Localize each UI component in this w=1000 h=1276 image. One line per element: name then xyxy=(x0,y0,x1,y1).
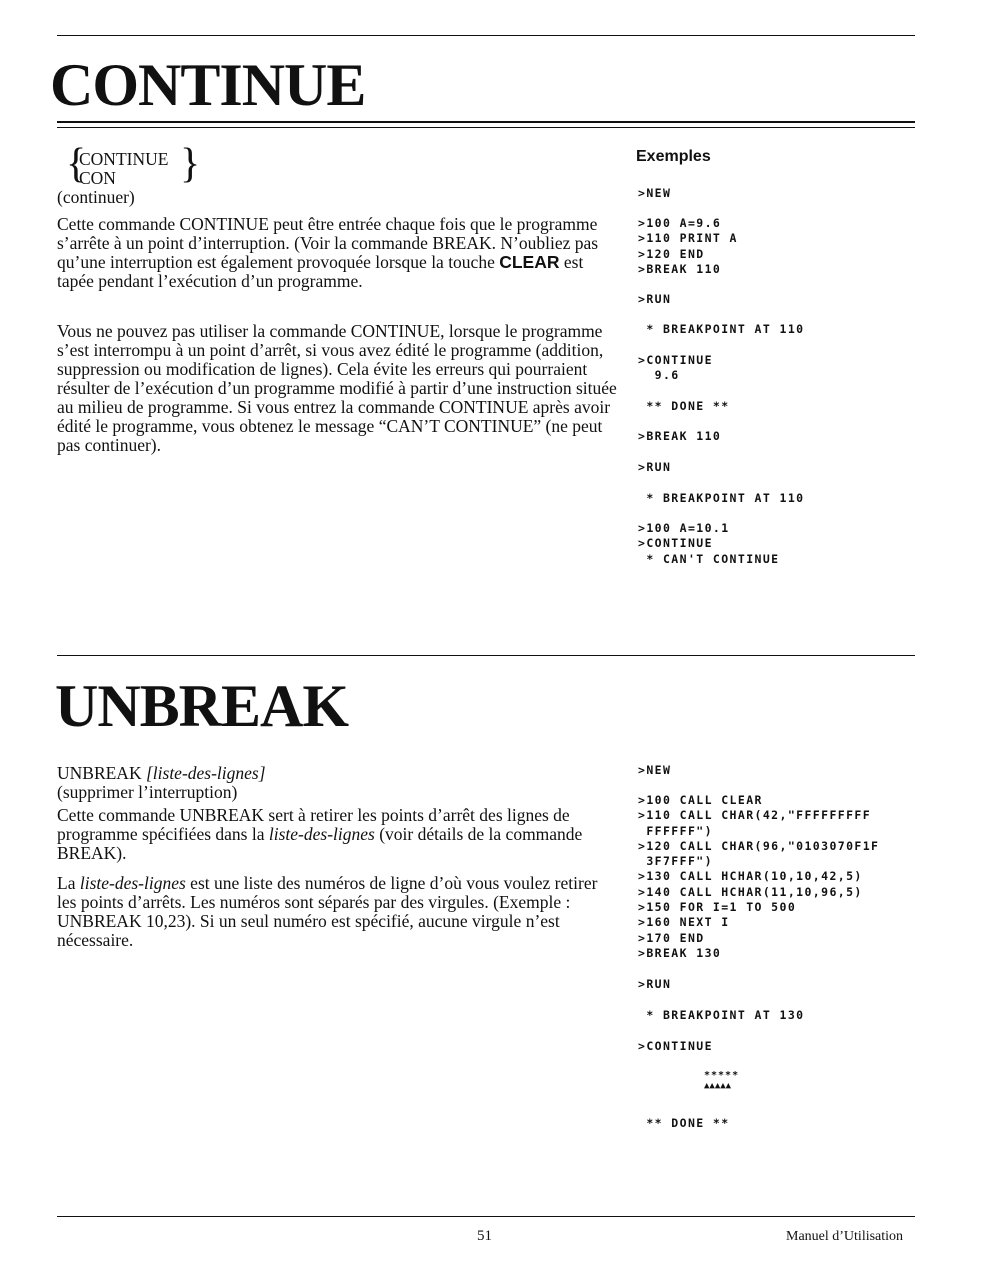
continue-paragraph-1-text: Cette commande CONTINUE peut être entrée chaque fois que le programme s’arrête à un point d’interruption. (Voir la commande BREAK. N’oubliez pas qu’une interruption est également provoquée lorsque la touche xyxy=(57,214,599,272)
output-star-row: ***** xyxy=(704,1070,740,1081)
examples-title: Exemples xyxy=(636,148,711,165)
syntax-con: CON xyxy=(79,168,116,188)
brace-right: } xyxy=(180,141,201,187)
syntax-meaning: (continuer) xyxy=(57,187,135,207)
code-block: >NEW xyxy=(638,763,672,777)
unbreak-paragraph-1 xyxy=(57,806,617,863)
code-block: >BREAK 110 xyxy=(638,429,722,443)
top-rule xyxy=(57,35,915,36)
syntax-argument: [liste-des-lignes] xyxy=(145,763,266,783)
term: liste-des-lignes xyxy=(79,873,186,893)
unbreak-paragraph-2-end: est une liste des numéros de ligne d’où vous voulez retirer les points d’arrêts. Les numéros sont séparés par des virgules. (Exemple : UNBREAK 10,23). Si un seul numéro est spécifié, aucune virgule n’est nécessaire. xyxy=(57,873,598,950)
unbreak-meaning: (supprimer l’interruption) xyxy=(57,782,238,802)
code-block: >100 CALL CLEAR >110 CALL CHAR(42,"FFFFFFFFF FFFFFF") >120 CALL CHAR(96,"0103070F1F 3F7FFF") >130 CALL HCHAR(10,10,42,5) >140 CALL HCHAR(11,10,96,5) >150 FOR I=1 TO 500 >160 NEXT I >170 END >BREAK 130 xyxy=(638,793,880,960)
footer-rule xyxy=(57,1216,915,1217)
code-block: >RUN xyxy=(638,977,672,991)
syntax-continue: CONTINUE xyxy=(79,149,169,169)
code-block: >RUN xyxy=(638,292,672,306)
clear-key: CLEAR xyxy=(499,252,560,272)
term: liste-des-lignes xyxy=(268,824,375,844)
page-number: 51 xyxy=(477,1228,492,1244)
continue-paragraph-1 xyxy=(57,215,617,291)
continue-heading: CONTINUE xyxy=(50,52,366,118)
unbreak-heading: UNBREAK xyxy=(55,673,349,739)
unbreak-paragraph-2-text: La xyxy=(57,873,80,893)
code-block: >CONTINUE xyxy=(638,1039,713,1053)
unbreak-syntax xyxy=(57,764,266,783)
code-block: * BREAKPOINT AT 110 xyxy=(638,322,805,336)
continue-paragraph-1-end: est tapée pendant l’exécution d’un programme. xyxy=(57,252,584,291)
unbreak-paragraph-1-end: (voir détails de la commande BREAK). xyxy=(57,824,583,863)
manual-title: Manuel d’Utilisation xyxy=(786,1229,904,1244)
code-block: * BREAKPOINT AT 110 xyxy=(638,491,805,505)
code-block: >CONTINUE 9.6 xyxy=(638,353,713,383)
code-block: >RUN xyxy=(638,460,672,474)
code-block: ** DONE ** xyxy=(638,399,730,413)
section-rule xyxy=(57,655,915,656)
continue-paragraph-2: Vous ne pouvez pas utiliser la commande CONTINUE, lorsque le programme s’est interrompu à un point d’arrêt, si vous avez édité le programme (addition, suppression ou modification de lignes). Cela évite les erreurs qui pourraient résulter de l’exécution d’un programme modifié à partir d’une instruction située au milieu de programme. Si vous entrez la commande CONTINUE après avoir édité le programme, vous obtenez le message “CAN’T CONTINUE” (ne peut pas continuer). xyxy=(57,321,617,455)
continue-heading-rule-1 xyxy=(57,121,915,123)
code-block: >100 A=10.1 >CONTINUE * CAN'T CONTINUE xyxy=(638,521,780,566)
unbreak-paragraph-2 xyxy=(57,874,617,950)
brace-left: { xyxy=(66,141,87,187)
unbreak-paragraph-1-text: Cette commande UNBREAK sert à retirer les points d’arrêt des lignes de programme spécifiées dans la xyxy=(57,805,570,844)
code-block: * BREAKPOINT AT 130 xyxy=(638,1008,805,1022)
code-block: >100 A=9.6 >110 PRINT A >120 END >BREAK 110 xyxy=(638,216,738,276)
code-block: >NEW xyxy=(638,186,672,200)
code-block: ** DONE ** xyxy=(638,1116,730,1130)
syntax-command: UNBREAK xyxy=(57,763,146,783)
output-triangle-row: ▲▲▲▲▲ xyxy=(704,1081,732,1091)
continue-heading-rule-2 xyxy=(57,127,915,128)
